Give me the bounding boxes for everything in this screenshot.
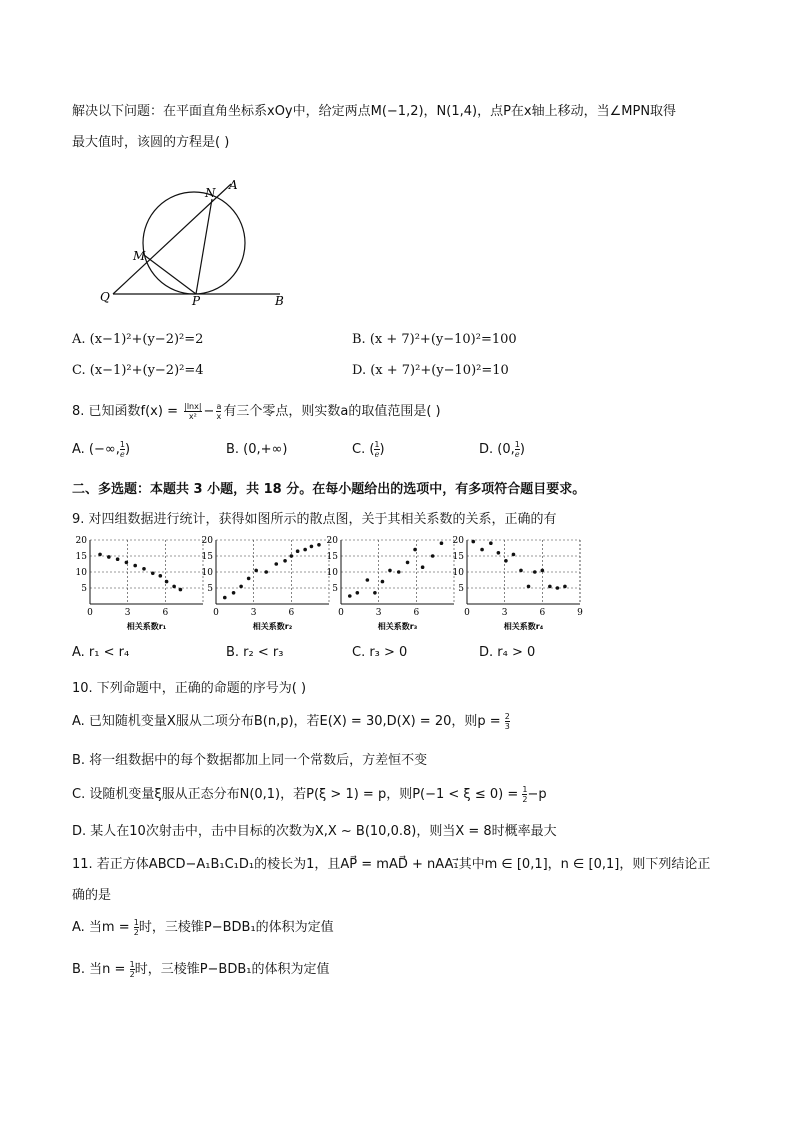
data-point [512,553,516,557]
xtick-label: 3 [250,608,257,618]
ytick-label: 15 [201,552,213,562]
ytick-label: 20 [326,536,338,546]
ytick-label: 5 [332,584,338,594]
plot-title: 相关系数r₁ [126,622,167,631]
data-point [165,580,169,584]
data-point [283,559,287,563]
data-point [504,559,508,563]
q7-option-a: A. (x−1)²+(y−2)²=2 [72,332,204,347]
data-point [133,564,137,568]
ytick-label: 5 [207,584,213,594]
q11-a-frac: $\frac{1}{2}$ [133,918,139,937]
geometry-figure [95,170,295,310]
q11-option-a: A. 当m = $\frac{1}{2}$ 时，三棱锥P−BDB₁的体积为定值 [72,918,334,937]
ytick-label: 15 [75,552,87,562]
data-point [317,543,321,547]
data-point [440,541,444,545]
plot-title: 相关系数r₂ [252,622,293,631]
data-point [397,570,401,574]
data-point [107,555,111,559]
q9-stem: 9. 对四组数据进行统计，获得如图所示的散点图，关于其相关系数的关系，正确的有 [72,512,557,527]
q8-option-a: A. (−∞, $\frac{1}{e}$ ) [72,440,131,459]
data-point [431,554,435,558]
xtick-label: 0 [464,608,470,618]
xtick-label: 6 [288,608,295,618]
data-point [125,561,129,565]
data-point [556,586,560,590]
q10-a-frac: $\frac{2}{3}$ [504,712,510,731]
xtick-label: 3 [124,608,131,618]
q8-frac2: $\frac{a}{x}$ [216,402,222,421]
q8-option-c: C. ( $\frac{1}{e}$ ) [352,440,385,459]
data-point [366,578,370,582]
plot-title: 相关系数r₃ [377,622,418,631]
data-point [348,594,352,598]
plot-title: 相关系数r₄ [503,622,544,631]
ytick-label: 20 [452,536,464,546]
data-point [533,570,537,574]
q10-option-d: D. 某人在10次射击中，击中目标的次数为X,X ~ B(10,0.8)，则当X = 8时概率最大 [72,824,557,839]
data-point [413,548,417,552]
line-QA [113,184,231,294]
q7-option-b: B. (x + 7)²+(y−10)²=100 [352,332,517,347]
intro-line-2: 最大值时，该圆的方程是( ) [72,135,230,150]
circle [143,192,245,294]
data-point [471,540,475,544]
data-point [232,591,236,595]
xtick-label: 9 [577,608,583,618]
data-point [563,585,567,589]
data-point [381,580,385,584]
q8-c-frac: $\frac{1}{e}$ [374,440,380,459]
xtick-label: 0 [338,608,344,618]
data-point [497,551,501,555]
label-P: P [192,294,201,308]
q7-option-c: C. (x−1)²+(y−2)²=4 [72,363,204,378]
data-point [172,585,176,589]
data-point [290,554,294,558]
ytick-label: 10 [326,568,338,578]
ytick-label: 10 [452,568,464,578]
q7-option-d: D. (x + 7)²+(y−10)²=10 [352,363,509,378]
xtick-label: 3 [501,608,508,618]
data-point [489,541,493,545]
label-A: A [229,178,238,192]
ytick-label: 10 [75,568,87,578]
q10-c-frac: $\frac{1}{2}$ [522,785,528,804]
data-point [151,571,155,575]
xtick-label: 3 [375,608,382,618]
data-point [116,557,120,561]
ytick-label: 5 [81,584,87,594]
xtick-label: 6 [162,608,169,618]
data-point [98,553,102,557]
section-2-title: 二、多选题：本题共 3 小题，共 18 分。在每小题给出的选项中，有多项符合题目要求。 [72,482,586,497]
ytick-label: 20 [75,536,87,546]
data-point [296,549,300,553]
data-point [388,569,392,573]
q11-stem-2: 确的是 [72,888,112,903]
q11-stem-1: 11. 若正方体ABCD−A₁B₁C₁D₁的棱长为1，且AP⃗ = mAD⃗ + nAA₁⃗其中m ∈ [0,1]，n ∈ [0,1]，则下列结论正 [72,857,711,872]
q8-stem [72,400,441,421]
ytick-label: 10 [201,568,213,578]
q8-minus: − [203,404,215,419]
ytick-label: 15 [326,552,338,562]
data-point [356,591,360,595]
data-point [142,567,146,571]
q10-option-a: A. 已知随机变量X服从二项分布B(n,p)，若E(X) = 30,D(X) = 20，则p = $\frac{2}{3}$ [72,712,510,731]
intro-line-1: 解决以下问题：在平面直角坐标系xOy中，给定两点M(−1,2)，N(1,4)，点P在x轴上移动，当∠MPN取得 [72,104,677,119]
label-B: B [275,294,284,308]
data-point [223,596,227,600]
data-point [406,561,410,565]
xtick-label: 0 [213,608,219,618]
data-point [421,565,425,569]
ytick-label: 5 [458,584,464,594]
data-point [541,569,545,573]
q9-option-a: A. r₁ < r₄ [72,645,130,660]
q9-option-c: C. r₃ > 0 [352,645,408,660]
data-point [303,548,307,552]
scatter-plots [72,534,592,634]
q9-option-b: B. r₂ < r₃ [226,645,284,660]
q8-frac1: $\frac{|\ln x|}{\text{x²}}$ [184,402,202,421]
data-point [159,574,163,578]
q8-option-d: D. (0, $\frac{1}{e}$ ) [479,440,525,459]
data-point [179,588,183,592]
data-point [310,545,314,549]
label-M: M [133,249,146,263]
xtick-label: 0 [87,608,93,618]
data-point [548,585,552,589]
q8-suffix: 有三个零点，则实数a的取值范围是( ) [223,404,441,419]
q10-option-b: B. 将一组数据中的每个数据都加上同一个常数后，方差恒不变 [72,753,428,768]
data-point [274,562,278,566]
data-point [254,569,258,573]
label-Q: Q [100,290,110,304]
q9-option-d: D. r₄ > 0 [479,645,536,660]
q11-option-b: B. 当n = $\frac{1}{2}$ 时，三棱锥P−BDB₁的体积为定值 [72,960,330,979]
q10-stem: 10. 下列命题中，正确的命题的序号为( ) [72,681,307,696]
q10-option-c: C. 设随机变量ξ服从正态分布N(0,1)，若P(ξ > 1) = p，则P(−1 < ξ ≤ 0) = $\frac{1}{2}$ −p [72,785,547,804]
ytick-label: 15 [452,552,464,562]
xtick-label: 6 [539,608,546,618]
data-point [264,570,268,574]
q8-prefix: 8. 已知函数f(x) = [72,404,178,419]
xtick-label: 6 [413,608,420,618]
label-N: N [205,186,216,200]
data-point [247,577,251,581]
q8-a-frac: $\frac{1}{e}$ [119,440,125,459]
data-point [239,585,243,589]
q8-d-frac: $\frac{1}{e}$ [514,440,520,459]
q8-option-b: B. (0,+∞) [226,442,288,457]
data-point [519,569,523,573]
q11-b-frac: $\frac{1}{2}$ [129,960,135,979]
line-NP [196,199,212,294]
data-point [527,585,531,589]
ytick-label: 20 [201,536,213,546]
data-point [373,591,377,595]
data-point [480,548,484,552]
